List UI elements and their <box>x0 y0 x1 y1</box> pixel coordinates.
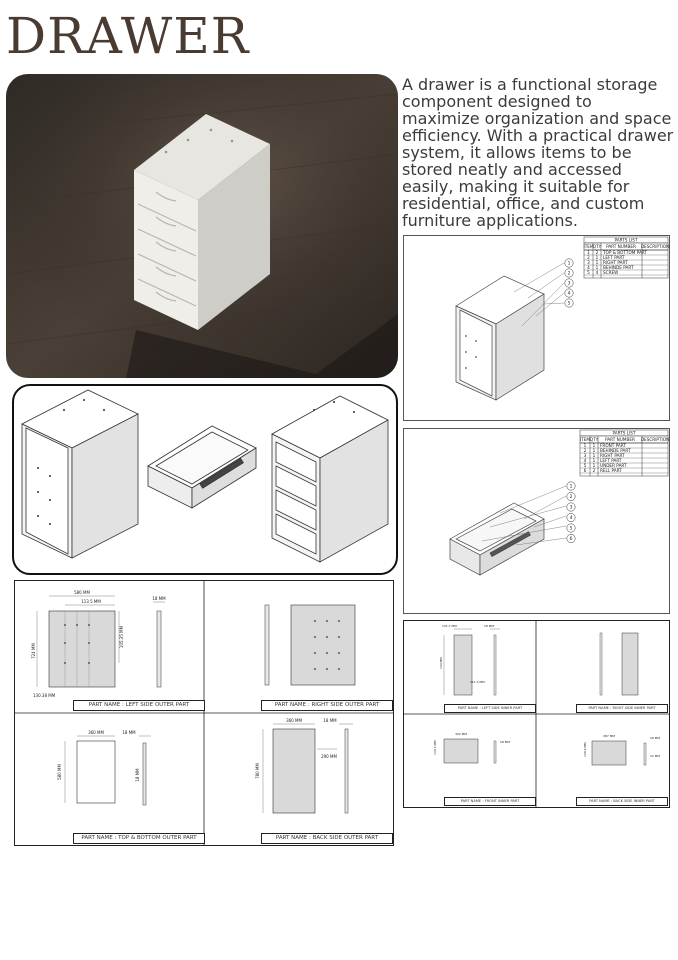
parts-list-cell: 1 <box>592 458 596 463</box>
parts-list-cell: SCREW <box>603 270 619 275</box>
parts-list-cell: BEHINDE PART <box>600 448 631 453</box>
parts-list-cell: 1 <box>595 255 599 260</box>
svg-text:12 MM: 12 MM <box>650 754 660 758</box>
balloon-number: 2 <box>567 271 571 277</box>
drawer-iso <box>148 426 256 508</box>
parts-list-cell: LEFT PART <box>603 255 625 260</box>
parts-list-table-2 <box>580 430 669 476</box>
parts-list-cell: 1 <box>595 265 599 270</box>
svg-text:QTY: QTY <box>589 437 599 442</box>
parts-list-cell: 1 <box>583 443 587 448</box>
balloon-number: 1 <box>567 261 571 267</box>
svg-text:580 MM: 580 MM <box>74 590 90 595</box>
caption-left-side-outer: PART NAME : LEFT SIDE OUTER PART <box>73 700 205 711</box>
svg-text:724 MM: 724 MM <box>31 643 36 659</box>
svg-text:18 MM: 18 MM <box>323 718 337 723</box>
balloon-number: 3 <box>569 505 573 511</box>
right-side-inner-drawing <box>600 633 638 695</box>
balloon-number: 4 <box>569 516 573 522</box>
svg-text:18 MM: 18 MM <box>650 736 660 740</box>
svg-text:580 MM: 580 MM <box>57 764 62 780</box>
parts-list-cell: BEHINDE PART <box>603 265 634 270</box>
page-title: DRAWER <box>6 7 250 65</box>
svg-text:144 MM: 144 MM <box>439 657 443 669</box>
svg-text:DESCRIPTION: DESCRIPTION <box>640 244 669 249</box>
balloon-number: 4 <box>567 291 571 297</box>
svg-text:131.7 MM: 131.7 MM <box>442 624 457 628</box>
svg-text:ITEM: ITEM <box>583 244 594 249</box>
svg-text:129.6 MM: 129.6 MM <box>583 742 587 757</box>
svg-text:322 MM: 322 MM <box>455 732 467 736</box>
svg-text:105.35 MM: 105.35 MM <box>119 625 124 649</box>
front-inner-drawing <box>433 732 510 763</box>
caption-back-side-outer: PART NAME : BACK SIDE OUTER PART <box>261 833 393 844</box>
svg-text:360 MM: 360 MM <box>286 718 302 723</box>
parts-list-cell: 2 <box>592 468 596 473</box>
cabinet-iso <box>272 396 388 562</box>
svg-text:130.38 MM: 130.38 MM <box>33 693 56 698</box>
parts-list-cell: 2 <box>587 255 590 260</box>
right-side-outer-drawing <box>265 605 355 685</box>
parts-list-cell: 1 <box>592 448 596 453</box>
svg-text:130.7 MM: 130.7 MM <box>433 740 437 755</box>
svg-text:111.3 MM: 111.3 MM <box>470 680 485 684</box>
description-text: A drawer is a functional storage component designed to maximize organization and space efficiency. With a practical drawer system, it allows items to be stored neatly and accessed easily, making it suitable for residential, office, and custom furniture applications. <box>402 75 674 230</box>
caption-back-side-inner: PART NAME : BACK SIDE INNER PART <box>576 797 668 806</box>
left-side-inner-drawing <box>439 624 500 695</box>
svg-text:780 MM: 780 MM <box>255 763 260 779</box>
outer-parts-sheet <box>14 580 394 846</box>
parts-list-cell: RELL PART <box>600 468 622 473</box>
parts-list-cell: LEFT PART <box>600 458 622 463</box>
balloon-number: 5 <box>567 301 571 307</box>
caption-front-inner: PART NAME : FRONT INNER PART <box>444 797 536 806</box>
parts-list-cell: 6 <box>583 468 587 473</box>
caption-right-side-outer: PART NAME : RIGHT SIDE OUTER PART <box>261 700 393 711</box>
top-bottom-outer-drawing <box>57 730 151 805</box>
parts-list-cell: 1 <box>595 260 599 265</box>
parts-list-cell: 3 <box>587 260 590 265</box>
balloon-number: 1 <box>569 484 573 490</box>
parts-list-cell: 4 <box>595 270 599 275</box>
parts-list-cell: 3 <box>583 453 587 458</box>
parts-list-cell: 5 <box>583 463 587 468</box>
svg-text:PART NUMBER: PART NUMBER <box>606 244 636 249</box>
svg-text:113.5 MM: 113.5 MM <box>81 599 101 604</box>
parts-list-cell: RIGHT PART <box>603 260 628 265</box>
svg-text:290 MM: 290 MM <box>321 754 337 759</box>
balloon-number: 3 <box>567 281 571 287</box>
svg-text:287 MM: 287 MM <box>603 734 615 738</box>
svg-text:18 MM: 18 MM <box>500 740 510 744</box>
hero-render-image <box>6 74 398 378</box>
parts-list-title: PARTS LIST <box>614 237 638 243</box>
balloon-number: 5 <box>569 526 573 532</box>
caption-top-bottom-outer: PART NAME : TOP & BOTTOM OUTER PART <box>73 833 205 844</box>
parts-list-cell: TOP & BOTTOM PART <box>603 250 647 255</box>
parts-list-cell: 2 <box>583 448 587 453</box>
svg-text:DESCRIPTION: DESCRIPTION <box>640 437 669 442</box>
parts-list-cell: 4 <box>587 265 590 270</box>
parts-list-cell: RIGHT PART <box>600 453 625 458</box>
back-side-inner-drawing <box>583 734 660 765</box>
svg-text:18 MM: 18 MM <box>135 768 140 782</box>
balloon-number: 2 <box>569 495 573 501</box>
svg-text:PART NUMBER: PART NUMBER <box>605 437 635 442</box>
parts-list-cell: UNDER PART <box>600 463 627 468</box>
carcass-iso <box>22 390 138 558</box>
back-side-outer-drawing <box>255 718 353 813</box>
parts-list-cell: 1 <box>592 443 596 448</box>
balloon-number: 6 <box>569 537 573 543</box>
parts-list-cell: 2 <box>595 250 599 255</box>
caption-right-side-inner: PART NAME : RIGHT SIDE INNER PART <box>576 704 668 713</box>
parts-list-cell: 4 <box>583 458 587 463</box>
caption-left-side-inner: PART NAME : LEFT SIDE INNER PART <box>444 704 536 713</box>
parts-list-table-1 <box>583 237 669 278</box>
left-side-outer-drawing <box>31 590 166 698</box>
parts-list-cell: FRONT PART <box>600 443 626 448</box>
parts-list-cell: 1 <box>592 453 596 458</box>
svg-text:18 MM: 18 MM <box>122 730 136 735</box>
parts-list-cell: 1 <box>592 463 596 468</box>
svg-text:QTY: QTY <box>592 244 602 249</box>
isometric-parts-panel <box>12 384 398 575</box>
parts-list-cell: 5 <box>587 270 590 275</box>
svg-text:ITEM: ITEM <box>579 437 591 442</box>
carcass-assembly-drawing <box>403 235 670 421</box>
svg-text:18 MM: 18 MM <box>152 596 166 601</box>
inner-parts-sheet <box>403 620 670 808</box>
parts-list-cell: 1 <box>587 250 590 255</box>
svg-text:360 MM: 360 MM <box>88 730 104 735</box>
drawer-assembly-drawing <box>403 428 670 614</box>
svg-text:18 MM: 18 MM <box>484 624 494 628</box>
parts-list-title: PARTS LIST <box>612 430 636 436</box>
